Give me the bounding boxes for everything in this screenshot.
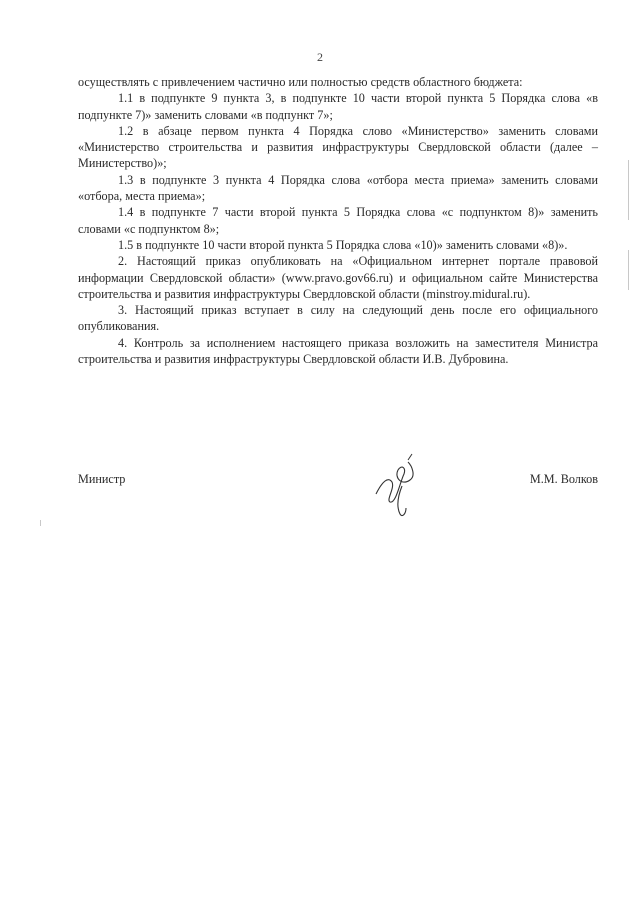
document-body (78, 74, 598, 367)
paragraph-2: 2. Настоящий приказ опубликовать на «Официальном интернет портале правовой информации Свердловской области» (www.pravo.gov66.ru) и официальном сайте Министерства строительства и развития инфраструктуры Свердловской области (minstroy.midural.ru). (78, 254, 598, 301)
page-number: 2 (317, 50, 323, 64)
paragraph-4: 4. Контроль за исполнением настоящего приказа возложить на заместителя Министра строительства и развития инфраструктуры Свердловской области И.В. Дубровина. (78, 335, 598, 367)
signer-name: М.М. Волков (529, 472, 598, 486)
margin-speck (628, 160, 629, 220)
paragraph-1-4: 1.4 в подпункте 7 части второй пункта 5 Порядка слова «с подпунктом 8)» заменить словами «с подпунктом 8»; (78, 205, 598, 236)
signer-title: Министр (78, 472, 126, 486)
paragraph-1-1: 1.1 в подпункте 9 пункта 3, в подпункте 10 части второй пункта 5 Порядка слова «в подпункте 7)» заменить словами «в подпункт 7»; (78, 91, 598, 122)
paragraph-1-2: 1.2 в абзаце первом пункта 4 Порядка слово «Министерство» заменить словами «Министерство строительства и развития инфраструктуры Свердловской области (далее – Министерство)»; (78, 123, 598, 171)
margin-speck (628, 250, 629, 290)
paragraph-1-3: 1.3 в подпункте 3 пункта 4 Порядка слова «отбора места приема» заменить словами «отбора, места приема»; (78, 172, 598, 204)
handwritten-signature (368, 452, 428, 522)
margin-speck (40, 520, 41, 526)
paragraph-continuation: осуществлять с привлечением частично или полностью средств областного бюджета: (78, 75, 523, 89)
paragraph-3: 3. Настоящий приказ вступает в силу на следующий день после его официального опубликования. (78, 303, 598, 334)
paragraph-1-5: 1.5 в подпункте 10 части второй пункта 5 Порядка слова «10)» заменить словами «8)». (118, 237, 568, 252)
